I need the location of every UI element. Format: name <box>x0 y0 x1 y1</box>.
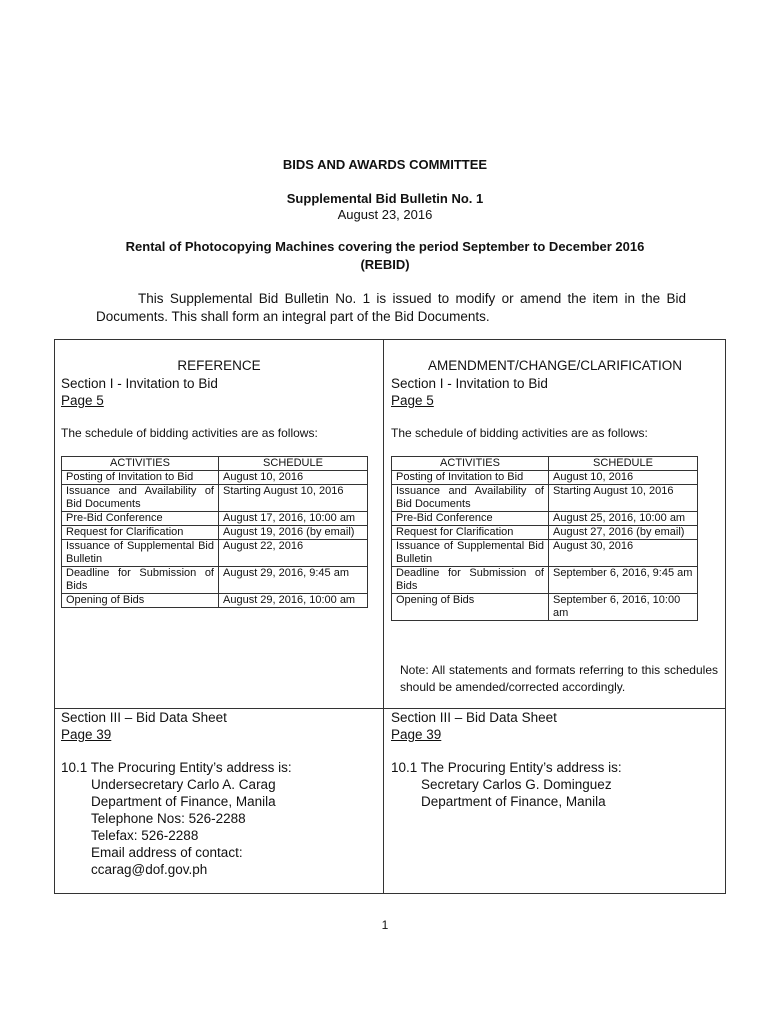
reference-section1 <box>61 375 377 442</box>
committee-heading: BIDS AND AWARDS COMMITTEE <box>282 157 488 172</box>
address-line: Department of Finance, Manila <box>91 794 276 809</box>
schedule-cell: August 29, 2016, 10:00 am <box>219 594 368 608</box>
bulletin-title: Supplemental Bid Bulletin No. 1 <box>286 191 484 206</box>
table-row <box>392 526 698 540</box>
address-line: Undersecretary Carlo A. Carag <box>91 777 276 792</box>
table-row <box>62 471 368 485</box>
schedule-cell: August 27, 2016 (by email) <box>549 526 698 540</box>
reference-column-header: REFERENCE <box>177 358 261 373</box>
schedule-intro: The schedule of bidding activities are as follows: <box>391 426 648 440</box>
amendment-column-header: AMENDMENT/CHANGE/CLARIFICATION <box>427 358 682 373</box>
address-intro: 10.1 The Procuring Entity’s address is: <box>391 760 622 775</box>
schedule-cell: August 29, 2016, 9:45 am <box>219 567 368 594</box>
project-subtitle: (REBID) <box>360 257 410 272</box>
page-ref: Page 39 <box>61 727 112 742</box>
schedule-cell: September 6, 2016, 9:45 am <box>549 567 698 594</box>
table-row <box>392 594 698 621</box>
address-intro: 10.1 The Procuring Entity’s address is: <box>61 760 292 775</box>
schedule-cell: September 6, 2016, 10:00 am <box>549 594 698 621</box>
schedule-header: SCHEDULE <box>549 457 698 471</box>
page-ref: Page 39 <box>391 727 442 742</box>
table-row <box>392 485 698 512</box>
table-row <box>62 485 368 512</box>
schedule-cell: Starting August 10, 2016 <box>549 485 698 512</box>
page-number: 1 <box>381 918 389 932</box>
activity-cell: Deadline for Submission of Bids <box>392 567 549 594</box>
activity-cell: Request for Clarification <box>62 526 219 540</box>
activity-cell: Opening of Bids <box>62 594 219 608</box>
table-row <box>62 526 368 540</box>
table-row <box>392 471 698 485</box>
schedule-cell: August 10, 2016 <box>549 471 698 485</box>
address-line: Department of Finance, Manila <box>421 794 606 809</box>
table-row <box>62 567 368 594</box>
table-row <box>392 567 698 594</box>
schedule-cell: August 30, 2016 <box>549 540 698 567</box>
table-row <box>392 540 698 567</box>
intro-paragraph: This Supplemental Bid Bulletin No. 1 is issued to modify or amend the item in the Bid Documents. This shall form an integral part of the Bid Documents. <box>96 291 686 324</box>
table-row <box>62 594 368 608</box>
schedule-intro: The schedule of bidding activities are as follows: <box>61 426 318 440</box>
amendment-section1 <box>391 375 721 442</box>
activity-cell: Pre-Bid Conference <box>62 512 219 526</box>
amendment-section3 <box>391 709 721 810</box>
activity-cell: Posting of Invitation to Bid <box>62 471 219 485</box>
activities-header: ACTIVITIES <box>392 457 549 471</box>
address-line: Email address of contact: <box>91 845 243 860</box>
table-header-row <box>392 457 698 471</box>
section-title: Section I - Invitation to Bid <box>391 376 548 391</box>
address-line: Telefax: 526-2288 <box>91 828 199 843</box>
activity-cell: Issuance of Supplemental Bid Bulletin <box>62 540 219 567</box>
section-title: Section I - Invitation to Bid <box>61 376 218 391</box>
page-ref: Page 5 <box>391 393 434 408</box>
section-title: Section III – Bid Data Sheet <box>391 710 557 725</box>
page-ref: Page 5 <box>61 393 104 408</box>
activity-cell: Posting of Invitation to Bid <box>392 471 549 485</box>
project-title: Rental of Photocopying Machines covering the period September to December 2016 <box>125 239 645 254</box>
reference-schedule-table <box>61 456 368 608</box>
activity-cell: Request for Clarification <box>392 526 549 540</box>
activity-cell: Issuance and Availability of Bid Documents <box>392 485 549 512</box>
activity-cell: Issuance of Supplemental Bid Bulletin <box>392 540 549 567</box>
email-line: ccarag@dof.gov.ph <box>91 862 208 877</box>
amendment-note: Note: All statements and formats referring to this schedules should be amended/corrected accordingly. <box>400 663 718 694</box>
address-line: Secretary Carlos G. Dominguez <box>421 777 612 792</box>
reference-section3 <box>61 709 377 878</box>
activities-header: ACTIVITIES <box>62 457 219 471</box>
activity-cell: Issuance and Availability of Bid Documents <box>62 485 219 512</box>
table-row <box>62 512 368 526</box>
schedule-header: SCHEDULE <box>219 457 368 471</box>
schedule-cell: August 22, 2016 <box>219 540 368 567</box>
schedule-cell: August 19, 2016 (by email) <box>219 526 368 540</box>
activity-cell: Opening of Bids <box>392 594 549 621</box>
activity-cell: Pre-Bid Conference <box>392 512 549 526</box>
table-row <box>392 512 698 526</box>
activity-cell: Deadline for Submission of Bids <box>62 567 219 594</box>
table-header-row <box>62 457 368 471</box>
schedule-cell: August 25, 2016, 10:00 am <box>549 512 698 526</box>
schedule-cell: August 17, 2016, 10:00 am <box>219 512 368 526</box>
address-line: Telephone Nos: 526-2288 <box>91 811 246 826</box>
schedule-cell: August 10, 2016 <box>219 471 368 485</box>
table-row <box>62 540 368 567</box>
amendment-schedule-table <box>391 456 698 621</box>
column-divider <box>383 340 384 893</box>
amendment-table <box>54 339 726 894</box>
schedule-cell: Starting August 10, 2016 <box>219 485 368 512</box>
bulletin-date: August 23, 2016 <box>337 207 433 222</box>
section-title: Section III – Bid Data Sheet <box>61 710 227 725</box>
